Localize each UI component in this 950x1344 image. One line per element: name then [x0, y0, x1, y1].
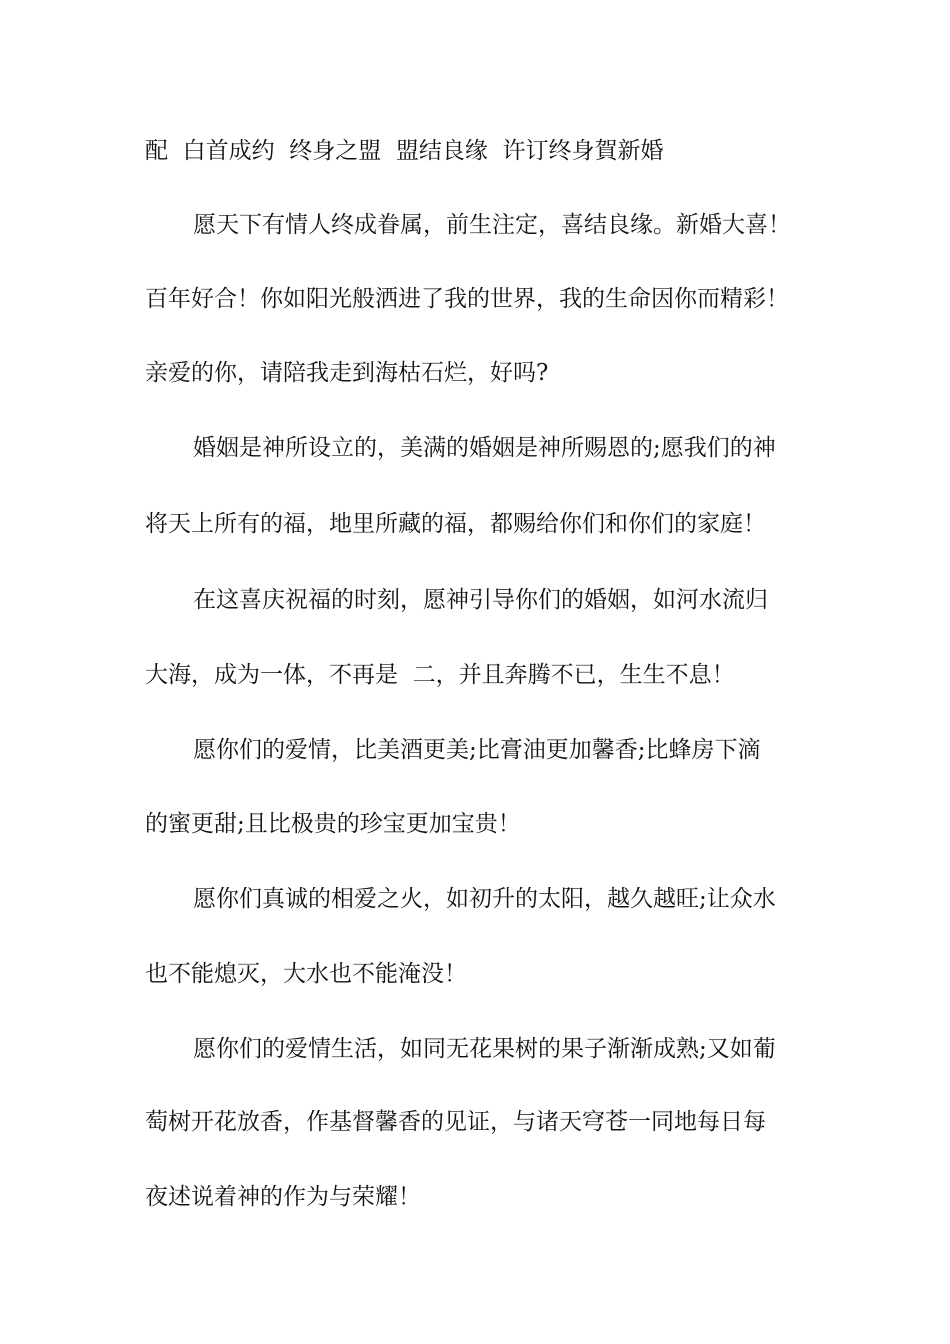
paragraph-line: 愿你们的爱情生活，如同无花果树的果子渐渐成熟;又如葡 [193, 1036, 776, 1062]
text-line: 大海，成为一体，不再是 二，并且奔腾不已，生生不息！ [145, 662, 735, 688]
paragraph-line: 愿天下有情人终成眷属，前生注定，喜结良缘。新婚大喜！ [193, 212, 791, 238]
text-line: 将天上所有的福，地里所藏的福，都赐给你们和你们的家庭！ [145, 511, 766, 537]
paragraph-line: 愿你们的爱情，比美酒更美;比膏油更加馨香;比蜂房下滴 [193, 737, 761, 763]
text-line: 夜述说着神的作为与荣耀！ [145, 1184, 421, 1210]
text-line: 萄树开花放香，作基督馨香的见证，与诸天穹苍一同地每日每 [145, 1109, 766, 1135]
text-line: 的蜜更甜;且比极贵的珍宝更加宝贵！ [145, 811, 521, 837]
text-line: 亲爱的你，请陪我走到海枯石烂，好吗? [145, 360, 549, 386]
text-line: 也不能熄灭，大水也不能淹没！ [145, 961, 467, 987]
text-line: 百年好合！你如阳光般洒进了我的世界，我的生命因你而精彩！ [145, 286, 789, 312]
paragraph-line: 婚姻是神所设立的，美满的婚姻是神所赐恩的;愿我们的神 [193, 435, 776, 461]
text-line: 配 白首成约 终身之盟 盟结良缘 许订终身賀新婚 [145, 138, 664, 164]
paragraph-line: 愿你们真诚的相爱之火，如初升的太阳，越久越旺;让众水 [193, 886, 776, 912]
paragraph-line: 在这喜庆祝福的时刻，愿神引导你们的婚姻，如河水流归 [193, 587, 768, 613]
